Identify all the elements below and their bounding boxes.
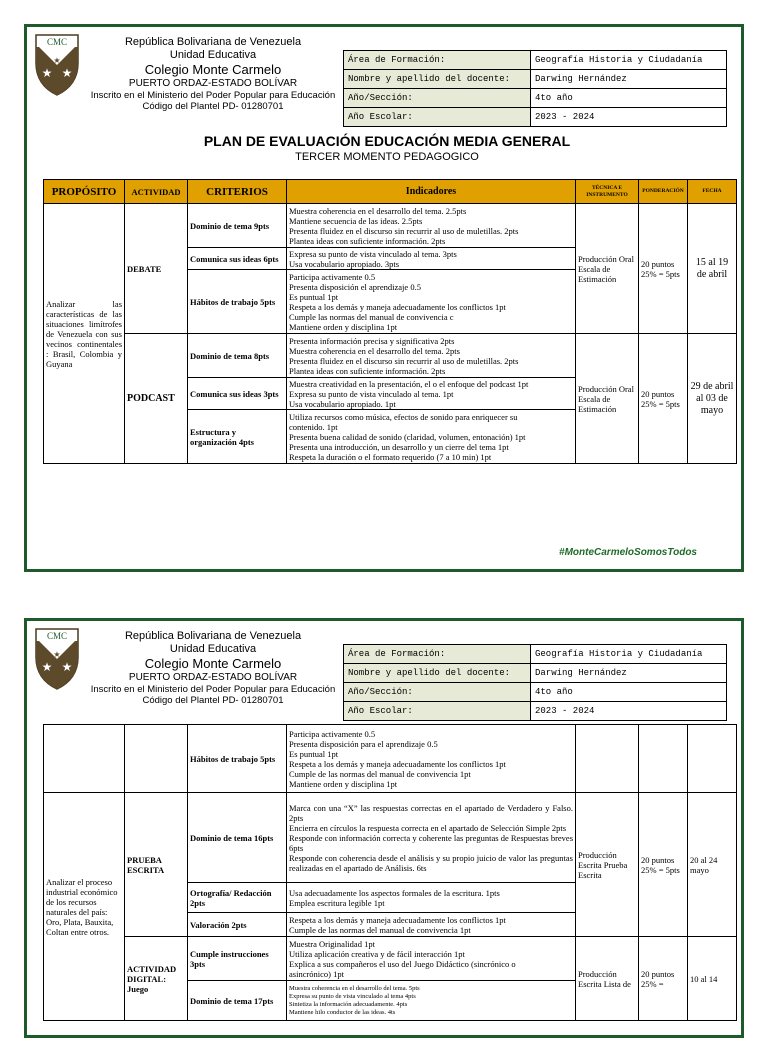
ministerio-text: Inscrito en el Ministerio del Poder Popular para Educación (90, 684, 336, 695)
info-value: 2023 - 2024 (531, 108, 727, 127)
info-key: Área de Formación: (344, 51, 531, 70)
document-page-1 (24, 24, 744, 572)
criterio-cell: Comunica sus ideas 3pts (188, 378, 287, 410)
indicadores-cell: Utiliza recursos como música, efectos de sonido para enriquecer su contenido. 1pt Presenta buena calidad de sonido (claridad, volumen, entonación) 1pt Presenta una introducción, un desarrollo y un cierre del tema 1pt Respeta la duración o el formato requerido (7 a 10 min) 1pt (287, 410, 576, 464)
criterio-cell: Ortografía/ Redacción 2pts (188, 883, 287, 913)
info-value: 2023 - 2024 (531, 702, 727, 721)
ponderacion-cell: 20 puntos 25% = 5pts (639, 793, 688, 937)
codigo-text: Código del Plantel PD- 01280701 (142, 101, 284, 112)
proposito-cell: Analizar el proceso industrial económico de los recursos naturales del país: Oro, Plata, Bauxita, Coltan entre otros. (44, 793, 125, 1021)
info-value: Geografía Historia y Ciudadanía (531, 645, 727, 664)
fecha-cell: 20 al 24 mayo (688, 793, 737, 937)
info-table (343, 50, 727, 127)
fecha-cell: 10 al 14 (688, 937, 737, 1021)
svg-text:CMC: CMC (46, 37, 68, 47)
criterio-cell: Dominio de tema 16pts (188, 793, 287, 883)
proposito-cell: Analizar las características de las situaciones limítrofes de Venezuela con sus vecinos continentales : Brasil, Colombia y Guyana (44, 204, 125, 464)
info-value: Darwing Hernández (531, 70, 727, 89)
indicadores-cell: Respeta a los demás y maneja adecuadamente los conflictos 1pt Cumple de las normas del manual de convivencia 1pt (287, 913, 576, 937)
ubicacion-text: PUERTO ORDAZ-ESTADO BOLÍVAR (128, 78, 298, 89)
criterio-cell: Hábitos de trabajo 5pts (188, 270, 287, 334)
institution-header (63, 36, 363, 112)
indicadores-cell: Participa activamente 0.5 Presenta disposición el aprendizaje 0.5 Es puntual 1pt Respeta a los demás y maneja adecuadamente los conflictos 1pt Cumple las normas del manual de convivencia c Mantiene orden y disciplina 1pt (287, 270, 576, 334)
document-page-2 (24, 618, 744, 1038)
info-key: Año Escolar: (344, 108, 531, 127)
col-proposito: PROPÓSITO (44, 180, 125, 204)
svg-text:★: ★ (61, 66, 73, 80)
indicadores-cell: Expresa su punto de vista vinculado al tema. 3pts Usa vocabulario apropiado. 3pts (287, 248, 576, 270)
actividad-cell-empty (125, 725, 188, 793)
criterio-cell: Dominio de tema 9pts (188, 204, 287, 248)
svg-text:★: ★ (41, 660, 53, 674)
colegio-text: Colegio Monte Carmelo (144, 656, 282, 671)
info-key: Nombre y apellido del docente: (344, 664, 531, 683)
colegio-text: Colegio Monte Carmelo (144, 62, 282, 77)
actividad-debate: DEBATE (125, 204, 188, 334)
evaluation-table-continued (43, 724, 737, 1021)
republica-text: República Bolivariana de Venezuela (124, 630, 302, 642)
tecnica-cell-empty (576, 725, 639, 793)
indicadores-cell: Presenta información precisa y significativa 2pts Muestra coherencia en el desarrollo del tema. 2pts Presenta fluidez en el discurso sin recurrir al uso de muletillas. 2pts Plantea ideas con suficiente información. 2pts (287, 334, 576, 378)
page-title: PLAN DE EVALUACIÓN EDUCACIÓN MEDIA GENERAL (203, 133, 571, 149)
ministerio-text: Inscrito en el Ministerio del Poder Popular para Educación (90, 90, 336, 101)
unidad-text: Unidad Educativa (169, 49, 257, 61)
evaluation-table (43, 179, 737, 464)
svg-text:★: ★ (61, 660, 73, 674)
col-indicadores: Indicadores (287, 180, 576, 204)
info-table (343, 644, 727, 721)
indicadores-cell: Muestra coherencia en el desarrollo del tema. 2.5pts Mantiene secuencia de las ideas. 2.5pts Presenta fluidez en el discurso sin recurrir al uso de muletillas. 2pts Plantea ideas con suficiente información. 2pts (287, 204, 576, 248)
svg-text:CMC: CMC (46, 631, 68, 641)
criterio-cell: Dominio de tema 17pts (188, 981, 287, 1021)
svg-text:★: ★ (53, 56, 61, 65)
ponderacion-cell-empty (639, 725, 688, 793)
hashtag-text: #MonteCarmeloSomosTodos (559, 547, 697, 558)
tecnica-cell: Producción Oral Escala de Estimación (576, 334, 639, 464)
criterio-cell: Valoración 2pts (188, 913, 287, 937)
indicadores-cell: Muestra creatividad en la presentación, el o el enfoque del podcast 1pt Expresa su punto de vista vinculado al tema. 1pt Usa vocabulario apropiado. 1pt (287, 378, 576, 410)
info-key: Año/Sección: (344, 89, 531, 108)
info-key: Área de Formación: (344, 645, 531, 664)
criterio-cell: Cumple instrucciones 3pts (188, 937, 287, 981)
tecnica-cell: Producción Escrita Prueba Escrita (576, 793, 639, 937)
svg-text:★: ★ (41, 66, 53, 80)
page-subtitle: TERCER MOMENTO PEDAGOGICO (295, 151, 479, 163)
col-fecha: FECHA (688, 180, 737, 204)
republica-text: República Bolivariana de Venezuela (124, 36, 302, 48)
criterio-cell: Estructura y organización 4pts (188, 410, 287, 464)
info-key: Año/Sección: (344, 683, 531, 702)
svg-text:★: ★ (53, 650, 61, 659)
fecha-cell: 29 de abril al 03 de mayo (688, 334, 737, 464)
col-tecnica: TÉCNICA E INSTRUMENTO (576, 180, 639, 204)
info-value: Geografía Historia y Ciudadanía (531, 51, 727, 70)
actividad-digital: ACTIVIDAD DIGITAL: Juego (125, 937, 188, 1021)
unidad-text: Unidad Educativa (169, 643, 257, 655)
col-actividad: ACTIVIDAD (125, 180, 188, 204)
codigo-text: Código del Plantel PD- 01280701 (142, 695, 284, 706)
info-value: 4to año (531, 683, 727, 702)
ponderacion-cell: 20 puntos 25% = (639, 937, 688, 1021)
info-value: 4to año (531, 89, 727, 108)
indicadores-cell: Muestra Originalidad 1pt Utiliza aplicación creativa y de fácil interacción 1pt Explica a sus compañeros el uso del Juego Didáctico (sincrónico o asincrónico) 1pt (287, 937, 576, 981)
ubicacion-text: PUERTO ORDAZ-ESTADO BOLÍVAR (128, 672, 298, 683)
info-value: Darwing Hernández (531, 664, 727, 683)
tecnica-cell: Producción Oral Escala de Estimación (576, 204, 639, 334)
criterio-cell: Dominio de tema 8pts (188, 334, 287, 378)
indicadores-cell: Usa adecuadamente los aspectos formales de la escritura. 1pts Emplea escritura legible 1pt (287, 883, 576, 913)
criterio-cell: Comunica sus ideas 6pts (188, 248, 287, 270)
fecha-cell: 15 al 19 de abril (688, 204, 737, 334)
info-key: Nombre y apellido del docente: (344, 70, 531, 89)
institution-header (63, 630, 363, 706)
fecha-cell-empty (688, 725, 737, 793)
ponderacion-cell: 20 puntos 25% = 5pts (639, 334, 688, 464)
tecnica-cell: Producción Escrita Lista de (576, 937, 639, 1021)
indicadores-cell: Marca con una “X” las respuestas correctas en el apartado de Verdadero y Falso. 2pts Encierra en círculos la respuesta correcta en el apartado de Selección Simple 2pts Responde con información correcta y coherente las preguntas de Respuestas breves 6pts Responde con coherencia desde el análisis y su propio juicio de valor las preguntas realizadas en el apartado de Análisis. 6ts (287, 793, 576, 883)
proposito-cell-empty (44, 725, 125, 793)
col-ponderacion: PONDERACIÓN (639, 180, 688, 204)
criterio-cell: Hábitos de trabajo 5pts (188, 725, 287, 793)
actividad-prueba: PRUEBA ESCRITA (125, 793, 188, 937)
indicadores-cell: Participa activamente 0.5 Presenta disposición para el aprendizaje 0.5 Es puntual 1pt Respeta a los demás y maneja adecuadamente los conflictos 1pt Cumple de las normas del manual de convivencia 1pt Mantiene orden y disciplina 1pt (287, 725, 576, 793)
ponderacion-cell: 20 puntos 25% = 5pts (639, 204, 688, 334)
indicadores-cell: Muestra coherencia en el desarrollo del tema. 5pts Expresa su punto de vista vinculado al tema 4pts Sintetiza la información adecuadamente. 4pts Mantiene hilo conductor de las ideas. 4ts (287, 981, 576, 1021)
col-criterios: CRITERIOS (188, 180, 287, 204)
info-key: Año Escolar: (344, 702, 531, 721)
actividad-podcast: PODCAST (125, 334, 188, 464)
